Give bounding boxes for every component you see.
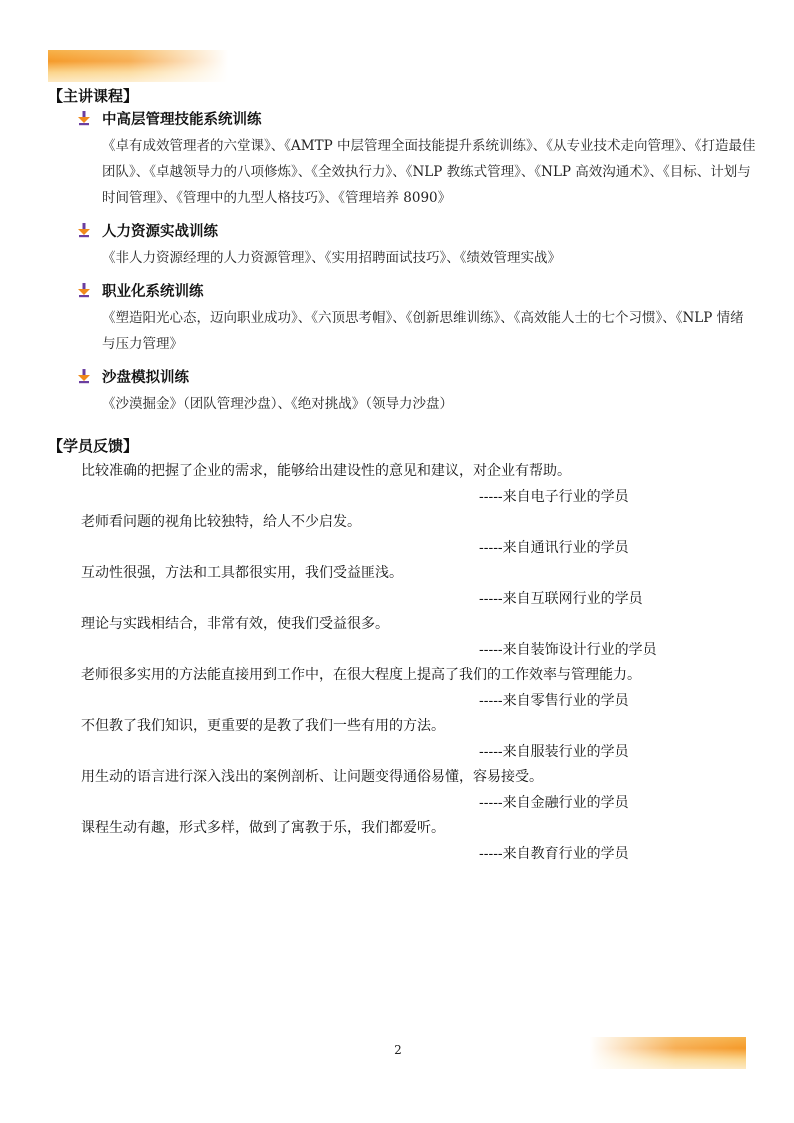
course-group-management bbox=[76, 107, 756, 211]
main-courses-title: 【主讲课程】 bbox=[48, 87, 139, 105]
course-group-name: 人力资源实战训练 bbox=[102, 223, 218, 240]
feedback-title: 【学员反馈】 bbox=[48, 437, 139, 455]
feedback-source: -----来自教育行业的学员 bbox=[479, 846, 629, 862]
course-items: 《非人力资源经理的人力资源管理》、《实用招聘面试技巧》、《绩效管理实战》 bbox=[102, 250, 561, 266]
feedback-entry bbox=[81, 714, 741, 765]
course-items: 《沙漠掘金》（团队管理沙盘）、《绝对挑战》（领导力沙盘） bbox=[102, 396, 453, 412]
course-group-professional bbox=[76, 279, 756, 357]
course-list bbox=[76, 107, 756, 425]
course-group-hr bbox=[76, 219, 756, 271]
feedback-entry bbox=[81, 510, 741, 561]
feedback-source: -----来自互联网行业的学员 bbox=[479, 591, 643, 607]
feedback-source: -----来自金融行业的学员 bbox=[479, 795, 629, 811]
feedback-source: -----来自通讯行业的学员 bbox=[479, 540, 629, 556]
course-group-sandbox bbox=[76, 365, 756, 417]
feedback-source: -----来自电子行业的学员 bbox=[479, 489, 629, 505]
feedback-entry bbox=[81, 561, 741, 612]
feedback-entry bbox=[81, 459, 741, 510]
arrow-bullet-icon bbox=[76, 110, 92, 126]
header-decoration-band bbox=[48, 50, 228, 82]
feedback-entry bbox=[81, 612, 741, 663]
feedback-text: 比较准确的把握了企业的需求，能够给出建设性的意见和建议，对企业有帮助。 bbox=[81, 463, 571, 479]
course-group-name: 中高层管理技能系统训练 bbox=[102, 111, 262, 128]
arrow-bullet-icon bbox=[76, 368, 92, 384]
feedback-text: 老师看问题的视角比较独特，给人不少启发。 bbox=[81, 514, 361, 530]
feedback-text: 老师很多实用的方法能直接用到工作中，在很大程度上提高了我们的工作效率与管理能力。 bbox=[81, 667, 641, 683]
feedback-text: 课程生动有趣，形式多样，做到了寓教于乐，我们都爱听。 bbox=[81, 820, 445, 836]
feedback-text: 不但教了我们知识，更重要的是教了我们一些有用的方法。 bbox=[81, 718, 445, 734]
page-number: 2 bbox=[394, 1043, 402, 1057]
feedback-text: 理论与实践相结合，非常有效，使我们受益很多。 bbox=[81, 616, 389, 632]
footer-decoration-band bbox=[590, 1037, 746, 1069]
course-items: 《卓有成效管理者的六堂课》、《AMTP 中层管理全面技能提升系统训练》、《从专业技术走向管理》、《打造最佳团队》、《卓越领导力的八项修炼》、《全效执行力》、《NLP 教练式管理》、《NLP 高效沟通术》、《目标、计划与时间管理》、《管理中的九型人格技巧》、《管理培养 8090》 bbox=[102, 138, 756, 206]
feedback-source: -----来自装饰设计行业的学员 bbox=[479, 642, 657, 658]
feedback-source: -----来自零售行业的学员 bbox=[479, 693, 629, 709]
arrow-bullet-icon bbox=[76, 282, 92, 298]
feedback-text: 互动性很强，方法和工具都很实用，我们受益匪浅。 bbox=[81, 565, 403, 581]
feedback-entry bbox=[81, 816, 741, 867]
feedback-text: 用生动的语言进行深入浅出的案例剖析、让问题变得通俗易懂，容易接受。 bbox=[81, 769, 543, 785]
feedback-source: -----来自服装行业的学员 bbox=[479, 744, 629, 760]
feedback-list bbox=[81, 459, 741, 867]
arrow-bullet-icon bbox=[76, 222, 92, 238]
feedback-entry bbox=[81, 663, 741, 714]
feedback-entry bbox=[81, 765, 741, 816]
course-group-name: 职业化系统训练 bbox=[102, 283, 204, 300]
course-items: 《塑造阳光心态，迈向职业成功》、《六顶思考帽》、《创新思维训练》、《高效能人士的七个习惯》、《NLP 情绪与压力管理》 bbox=[102, 310, 744, 352]
course-group-name: 沙盘模拟训练 bbox=[102, 369, 189, 386]
